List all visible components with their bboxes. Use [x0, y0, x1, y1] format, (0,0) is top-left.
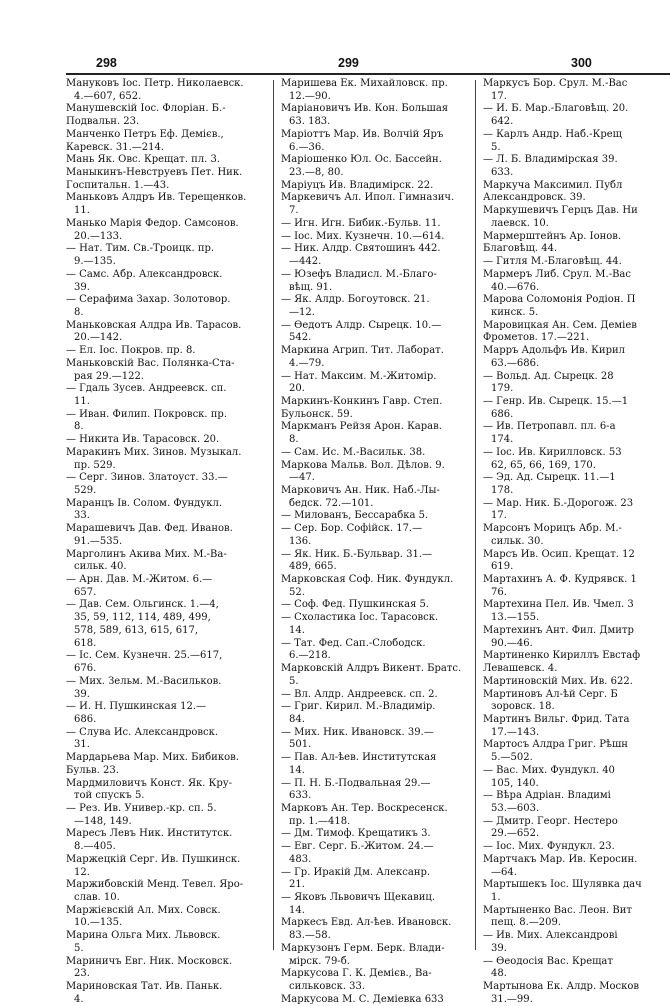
directory-line: — Рез. Ив. Универ.-кр. сп. 5.	[66, 802, 217, 814]
directory-line: 686.	[491, 408, 514, 420]
directory-line: Благовѣщ. 44.	[483, 243, 558, 255]
directory-line: Маркушевичъ Герцъ Дав. Ни	[483, 205, 638, 217]
directory-line: Маржецкій Серг. Ив. Пушкинск.	[66, 853, 241, 865]
directory-line: Марашевичъ Дав. Фед. Иванов.	[66, 523, 233, 535]
directory-line: 174.	[491, 434, 514, 446]
directory-line: 178.	[491, 485, 514, 496]
directory-line: 5.	[74, 942, 84, 954]
directory-line: Маныкинъ-Невструевъ Пет. Ник.	[66, 167, 243, 179]
directory-line: — Гдаль Зусев. Андреевск. сп.	[66, 383, 227, 395]
directory-line: — Сам. Ис. М.-Васильк. 38.	[281, 446, 426, 458]
directory-line: Маржибовскій Менд. Тевел. Яро-	[66, 879, 244, 891]
directory-line: Маркузонъ Герм. Берк. Влади-	[281, 942, 445, 954]
directory-line: 633.	[491, 167, 514, 179]
directory-line: — Схоластика Іос. Тарасовск.	[281, 612, 439, 624]
directory-line: зоровск. 18.	[491, 701, 555, 713]
directory-line: — Гитля М.-Благовѣщ. 44.	[483, 256, 622, 268]
directory-line: Фрометов. 17.—221.	[483, 332, 590, 344]
directory-line: — Дм. Тимоф. Крещатикъ 3.	[281, 828, 431, 840]
directory-line: 20.	[289, 383, 305, 395]
directory-line: — Нат. Тим. Св.-Троицк. пр.	[66, 243, 215, 255]
directory-line: — Гр. Иракій Дм. Алексанр.	[281, 866, 431, 878]
directory-line: 5.—502.	[491, 752, 533, 764]
directory-line: —442.	[289, 256, 322, 268]
directory-line: 489, 665.	[289, 561, 337, 573]
directory-line: вѣщ. 91.	[289, 281, 333, 293]
directory-line: Мануковъ Іос. Петр. Николаевск.	[66, 78, 244, 89]
directory-line: 39.	[74, 688, 90, 700]
column-divider	[475, 80, 476, 950]
directory-line: Мартехина Пел. Ив. Чмел. 3	[483, 599, 634, 611]
directory-line: Маріановичъ Ив. Кон. Большая	[281, 103, 449, 115]
directory-line: 657.	[74, 586, 97, 598]
directory-line: 52.	[289, 586, 305, 598]
directory-line: 642.	[491, 116, 514, 128]
directory-line: — Өеодосія Вас. Крещат	[483, 955, 613, 967]
directory-line: — Юзефъ Владисл. М.-Благо-	[281, 268, 437, 280]
directory-line: — Вольд. Ад. Сырецк. 28	[483, 370, 614, 382]
directory-line: Мартынова Ек. Алдр. Москов	[483, 981, 640, 993]
directory-line: Маркесъ Евд. Ал-ѣев. Ивановск.	[281, 917, 452, 929]
directory-line: Маркина Агрип. Тит. Лаборат.	[281, 345, 444, 357]
directory-line: Мармеръ Либ. Срул. М.-Вас	[483, 268, 631, 280]
directory-line: 14.	[289, 904, 305, 916]
directory-line: — Арн. Дав. М.-Житом. 6.—	[66, 574, 213, 586]
directory-line: Марова Соломонія Родіон. П	[483, 294, 636, 306]
directory-line: сильк. 40.	[74, 561, 127, 573]
directory-line: — Мих. Зельм. М.-Васильков.	[66, 675, 222, 687]
directory-line: 483.	[289, 853, 312, 865]
directory-line: — Слува Ис. Александровск.	[66, 726, 219, 738]
directory-line: Мартыненко Вас. Леон. Вит	[483, 904, 632, 916]
directory-line: Госпитальн. 1.—43.	[66, 179, 170, 191]
directory-line: 63.—686.	[491, 357, 540, 369]
directory-line: — И. Б. Мар.-Благовѣщ. 20.	[483, 103, 629, 115]
directory-line: Мариничъ Евг. Ник. Московск.	[66, 955, 233, 967]
directory-line: Маркусова М. С. Деміевка 633	[281, 993, 444, 1005]
directory-line: —12.	[289, 306, 315, 318]
directory-line: Мартчакъ Мар. Ив. Керосин.	[483, 853, 638, 865]
directory-line: — Яковъ Львовичъ Щекавиц.	[281, 892, 436, 903]
directory-line: той спускъ 5.	[74, 790, 145, 802]
directory-line: 31.	[74, 739, 90, 751]
directory-line: 14.	[289, 624, 305, 636]
directory-line: Марковская Соф. Ник. Фундукл.	[281, 574, 454, 586]
directory-line: 105, 140.	[491, 777, 539, 789]
directory-line: — Игн. Игн. Бибик.-Бульв. 11.	[281, 217, 441, 229]
directory-line: — Вас. Мих. Фундукл. 40	[483, 764, 615, 776]
directory-line: 40.—676.	[491, 281, 540, 293]
directory-line: бедск. 72.—101.	[289, 497, 374, 509]
directory-line: 9.—135.	[74, 256, 116, 268]
directory-line: 179.	[491, 383, 514, 395]
directory-line: 618.	[74, 637, 97, 649]
directory-line: — Серафима Захар. Золотовор.	[66, 294, 231, 306]
directory-line: — Самс. Абр. Александровск.	[66, 268, 223, 280]
directory-line: — Григ. Кирил. М.-Владимір.	[281, 701, 436, 713]
directory-line: — Ив. Мих. Александрові	[483, 930, 618, 942]
directory-line: Марковскій Алдръ Викент. Братс.	[281, 663, 462, 675]
directory-line: — Карлъ Андр. Наб.-Крещ	[483, 128, 622, 140]
directory-line: — Дмитр. Георг. Нестеро	[483, 815, 618, 827]
directory-line: 20.—142.	[74, 332, 123, 344]
directory-line: 23.	[74, 968, 90, 980]
directory-line: пр. 1.—418.	[289, 815, 351, 827]
directory-line: 529.	[74, 485, 97, 496]
directory-line: — Өедотъ Алдр. Сырецк. 10.—	[281, 319, 442, 331]
directory-line: 39.	[491, 942, 507, 954]
directory-line: 5.	[289, 675, 299, 687]
directory-line: Маньковскій Вас. Полянка-Ста-	[66, 357, 235, 369]
directory-line: 31.—99.	[491, 993, 533, 1005]
directory-line: Мартышекъ Іос. Шулявка дач	[483, 879, 642, 891]
directory-line: — П. Н. Б.-Подвальная 29.—	[281, 777, 431, 789]
directory-line: Мартиненко Кириллъ Евстаф	[483, 650, 641, 662]
directory-line: 20.—133.	[74, 230, 123, 242]
directory-line: — Як. Алдр. Богоутовск. 21.	[281, 294, 430, 306]
directory-line: Маріуцъ Ив. Владимірск. 22.	[281, 179, 434, 191]
directory-line: —47.	[289, 472, 315, 484]
directory-line: 11.	[74, 205, 90, 217]
directory-line: 10.—135.	[74, 917, 123, 929]
directory-line: Каревск. 31.—214.	[66, 141, 165, 153]
directory-line: 501.	[289, 739, 312, 751]
directory-line: — Евг. Серг. Б.-Житом. 24.—	[281, 841, 434, 853]
directory-line: 63. 183.	[289, 116, 331, 128]
directory-line: 29.—652.	[491, 828, 540, 840]
directory-line: —148, 149.	[74, 815, 132, 827]
column-divider	[273, 80, 274, 950]
directory-line: Мардмиловичъ Конст. Як. Кру-	[66, 777, 233, 789]
directory-line: сильк. 30.	[491, 535, 544, 547]
directory-line: 84.	[289, 713, 305, 725]
directory-line: — Милованъ, Бессарабка 5.	[281, 510, 429, 522]
directory-line: Марръ Адольфъ Ив. Кирил	[483, 345, 625, 357]
directory-line: мірск. 79-б.	[289, 955, 350, 967]
directory-line: пещ. 8.—209.	[491, 917, 562, 929]
directory-line: — Вѣра Адріан. Владимі	[483, 790, 611, 802]
directory-line: — Эд. Ад. Сырецк. 11.—1	[483, 472, 616, 484]
directory-line: 35, 59, 112, 114, 489, 499,	[74, 612, 211, 624]
directory-line: 91.—535.	[74, 535, 123, 547]
directory-line: Подвальн. 23.	[66, 116, 140, 128]
directory-line: Маріошенко Юл. Ос. Бассейн.	[281, 154, 442, 166]
directory-line: Маріоттъ Мар. Ив. Волчій Яръ	[281, 128, 444, 140]
directory-line: Маркова Мальв. Вол. Дѣлов. 9.	[281, 459, 445, 471]
directory-line: — Іос. Ив. Кирилловск. 53	[483, 446, 622, 458]
directory-line: — И. Н. Пушкинская 12.—	[66, 701, 207, 713]
directory-line: 4.	[74, 993, 84, 1005]
directory-line: 4.—607, 652.	[74, 90, 142, 102]
directory-line: 76.	[491, 586, 507, 598]
directory-line: 686.	[74, 713, 97, 725]
directory-line: Маркуча Максимил. Публ	[483, 179, 623, 191]
directory-line: рая 29.—122.	[74, 370, 145, 382]
directory-line: Мань Як. Овс. Крещат. пл. 3.	[66, 154, 221, 166]
directory-line: 6.—218.	[289, 650, 331, 662]
directory-line: Маркманъ Рейзя Арон. Карав.	[281, 421, 442, 433]
directory-line: 676.	[74, 663, 97, 675]
page-number-right: 300	[571, 56, 592, 70]
directory-line: — Пав. Ал-ѣев. Институтская	[281, 752, 437, 764]
directory-line: — Мих. Ник. Ивановск. 39.—	[281, 726, 434, 738]
directory-line: — Ник. Алдр. Святошинъ 442.	[281, 243, 441, 255]
directory-line: 8.—405.	[74, 841, 116, 853]
directory-line: 48.	[491, 968, 507, 980]
directory-line: 14.	[289, 764, 305, 776]
directory-line: 23.—8, 80.	[289, 167, 344, 179]
page-number-left: 298	[96, 56, 117, 70]
directory-line: 12.	[74, 866, 90, 878]
directory-line: — Як. Ник. Б.-Бульвар. 31.—	[281, 548, 433, 560]
directory-line: 12.—90.	[289, 90, 331, 102]
directory-line: — Ел. Іос. Покров. пр. 8.	[66, 345, 196, 357]
directory-line: 83.—58.	[289, 930, 331, 942]
directory-line: Марковичъ Ан. Ник. Наб.-Лы-	[281, 485, 440, 496]
directory-line: Маркусъ Бор. Срул. М.-Вас	[483, 78, 628, 89]
directory-line: Мартехинъ Ант. Фил. Дмитр	[483, 624, 634, 636]
directory-line: Маришева Ек. Михайловск. пр.	[281, 78, 448, 89]
directory-line: 7.	[289, 205, 299, 217]
directory-line: — Тат. Фед. Сап.-Слободск.	[281, 637, 426, 649]
directory-line: — Вл. Алдр. Андреевск. сп. 2.	[281, 688, 438, 700]
directory-line: 17.	[491, 510, 507, 522]
directory-line: 8.	[74, 421, 84, 433]
directory-line: 136.	[289, 535, 312, 547]
directory-line: —64.	[491, 866, 517, 878]
directory-line: — Серг. Зинов. Златоуст. 33.—	[66, 472, 228, 484]
directory-line: 4.—79.	[289, 357, 325, 369]
directory-line: слав. 10.	[74, 892, 120, 903]
directory-line: 33.	[74, 510, 90, 522]
directory-line: Маресъ Левъ Ник. Институтск.	[66, 828, 233, 840]
directory-line: Марина Ольга Мих. Львовск.	[66, 930, 221, 942]
directory-line: Левашевск. 4.	[483, 663, 558, 675]
directory-line: 21.	[289, 879, 305, 891]
directory-line: Мартинъ Вильг. Фрид. Тата	[483, 713, 630, 725]
directory-line: — Дав. Сем. Ольгинск. 1.—4,	[66, 599, 219, 611]
directory-line: Александровск. 39.	[483, 192, 586, 204]
directory-line: Маркусова Г. К. Демієв., Ва-	[281, 968, 432, 980]
directory-line: пр. 529.	[74, 459, 116, 471]
directory-line: Маньковъ Алдръ Ив. Терещенков.	[66, 192, 247, 204]
directory-line: 633.	[289, 790, 312, 802]
directory-line: Марковъ Ан. Тер. Воскресенск.	[281, 802, 448, 814]
directory-line: — Сер. Бор. Софійск. 17.—	[281, 523, 423, 535]
directory-line: — Ив. Петропавл. пл. 6-а	[483, 421, 616, 433]
directory-line: Марсонъ Морицъ Абр. М.-	[483, 523, 622, 535]
directory-line: 542.	[289, 332, 312, 344]
directory-line: — Соф. Фед. Пушкинская 5.	[281, 599, 430, 611]
directory-line: 62, 65, 66, 169, 170.	[491, 459, 596, 471]
directory-line: Маржієвскій Ал. Мих. Совск.	[66, 904, 221, 916]
header-rule	[66, 73, 670, 75]
directory-line: 578, 589, 613, 615, 617,	[74, 624, 199, 636]
directory-line: лаевск. 10.	[491, 217, 549, 229]
directory-line: — Генр. Ив. Сырецк. 15.—1	[483, 395, 629, 407]
directory-line: Бульв. 23.	[66, 764, 119, 776]
directory-line: Мартахинъ А. Ф. Кудрявск. 1	[483, 574, 637, 586]
directory-line: Манько Марія Федор. Самсонов.	[66, 217, 239, 229]
directory-line: 90.—46.	[491, 637, 533, 649]
directory-line: Маровицкая Ан. Сем. Деміев	[483, 319, 637, 331]
directory-line: Маньковская Алдра Ив. Тарасов.	[66, 319, 242, 331]
directory-line: — Іос. Мих. Кузнечн. 10.—614.	[281, 230, 445, 242]
directory-line: Мартосъ Алдра Григ. Рѣшн	[483, 739, 628, 751]
directory-line: Бульонск. 59.	[281, 408, 353, 420]
directory-line: Мардарьева Мар. Мих. Бибиков.	[66, 752, 239, 764]
directory-line: Марголинъ Акива Мих. М.-Ва-	[66, 548, 227, 560]
directory-line: 39.	[74, 281, 90, 293]
directory-line: — Іс. Сем. Кузнечн. 25.—617,	[66, 650, 223, 662]
directory-line: 8.	[74, 306, 84, 318]
directory-line: 13.—155.	[491, 612, 540, 624]
directory-line: Манченко Петръ Еф. Демієв.,	[66, 128, 224, 140]
directory-line: 6.—36.	[289, 141, 325, 153]
directory-line: Мариновская Тат. Ив. Паньк.	[66, 981, 223, 993]
directory-line: — Нат. Максим. М.-Житомір.	[281, 370, 437, 382]
directory-line: 17.	[491, 90, 507, 102]
directory-line: 8.	[289, 434, 299, 446]
directory-column-right	[483, 78, 670, 1006]
directory-line: Мармерштейнъ Ар. Іонов.	[483, 230, 622, 242]
directory-line: Манушевскій Іос. Флоріан. Б.-	[66, 103, 226, 115]
directory-line: Маранцъ Ів. Солом. Фундукл.	[66, 497, 222, 509]
directory-line: — Иван. Филип. Покровск. пр.	[66, 408, 228, 420]
directory-line: 11.	[74, 395, 90, 407]
directory-column-middle	[281, 78, 467, 1006]
directory-line: Маракинъ Мих. Зинов. Музыкал.	[66, 446, 242, 458]
directory-line: — Л. Б. Владимірская 39.	[483, 154, 618, 166]
directory-line: сильковск. 33.	[289, 981, 366, 993]
directory-line: — Мар. Ник. Б.-Дорогож. 23	[483, 497, 634, 509]
directory-line: 5.	[491, 141, 501, 153]
directory-line: — Іос. Мих. Фундукл. 23.	[483, 841, 615, 853]
directory-line: 17.—143.	[491, 726, 540, 738]
directory-line: 1.	[491, 892, 501, 903]
directory-line: Маркинъ-Конкинъ Гавр. Степ.	[281, 395, 443, 407]
directory-line: Мартиновъ Ал-ѣй Серг. Б	[483, 688, 618, 700]
directory-line: Маркевичъ Ал. Ипол. Гимназич.	[281, 192, 455, 204]
directory-column-left	[66, 78, 264, 1006]
directory-line: Марсъ Ив. Осип. Крещат. 12	[483, 548, 635, 560]
directory-line: 53.—603.	[491, 802, 540, 814]
directory-line: 619.	[491, 561, 514, 573]
page-number-center: 299	[338, 56, 359, 70]
directory-line: Мартиновскій Мих. Ив. 622.	[483, 675, 633, 687]
directory-line: — Никита Ив. Тарасовск. 20.	[66, 434, 220, 446]
directory-line: кинск. 5.	[491, 306, 539, 318]
